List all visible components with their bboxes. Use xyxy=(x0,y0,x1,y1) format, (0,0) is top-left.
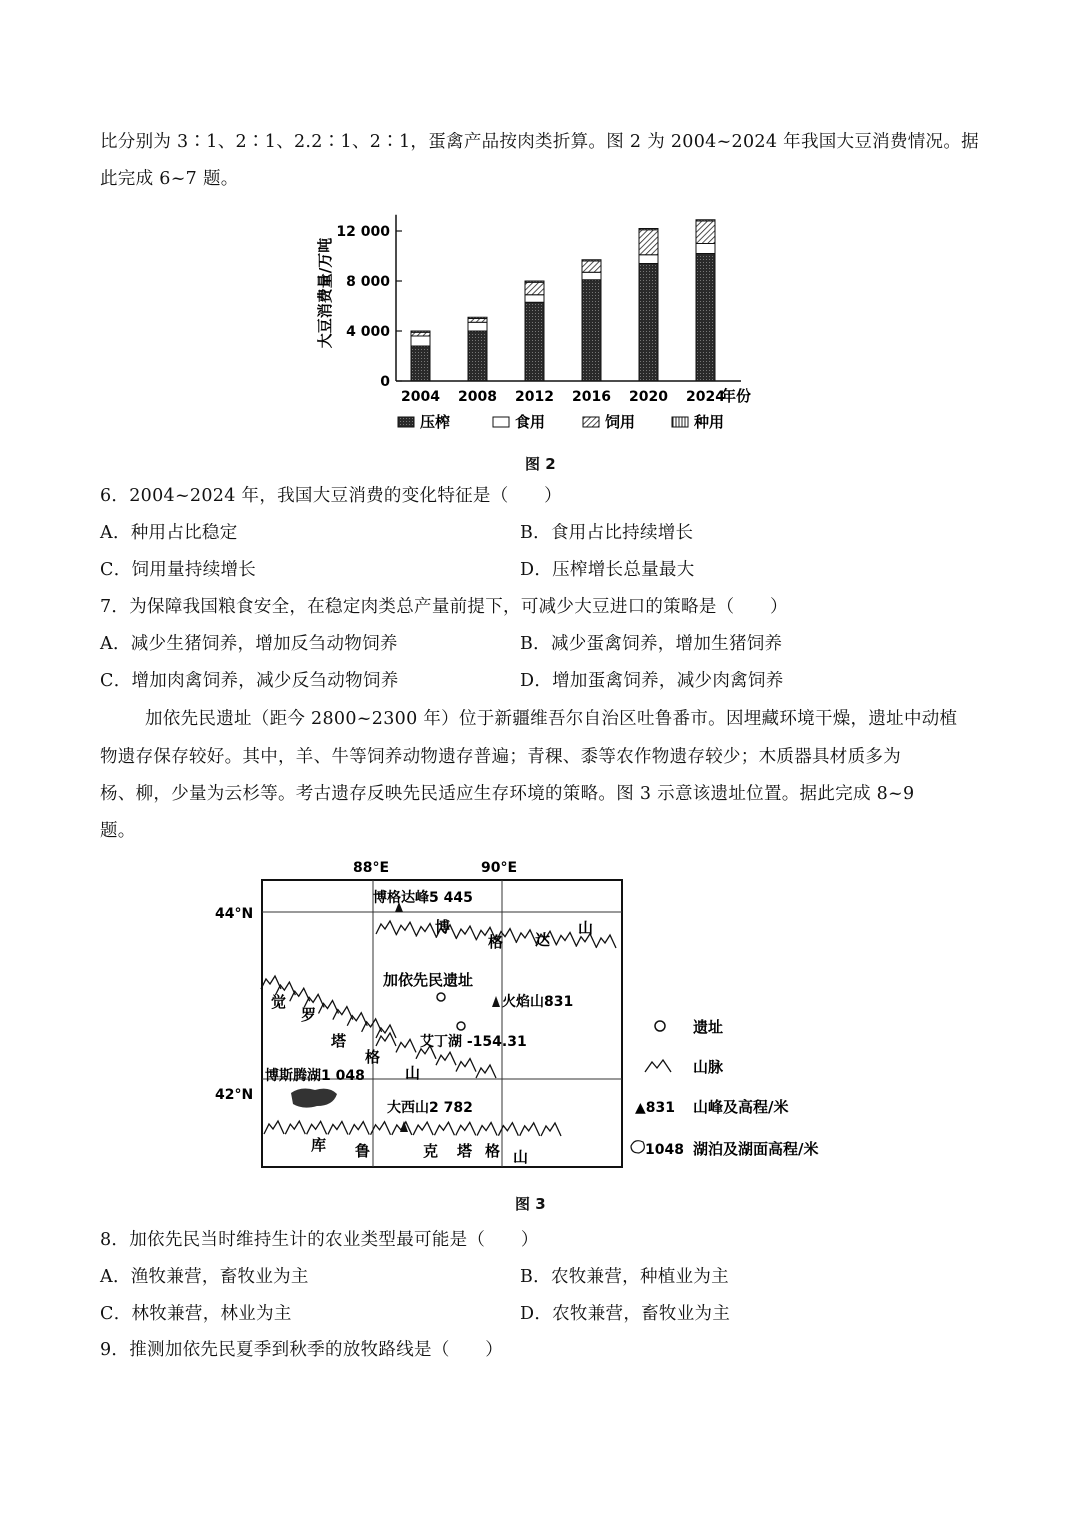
q8-option-c[interactable]: C．林牧兼营，林业为主 xyxy=(100,1304,292,1324)
bar-种用-2004 xyxy=(411,331,430,332)
q7-option-d[interactable]: D．增加蛋禽饲养，减少肉禽饲养 xyxy=(520,671,784,691)
huoyan-label: 火焰山831 xyxy=(502,994,574,1010)
bogda-char-3: 达 xyxy=(535,931,551,949)
lat-42-label: 42°N xyxy=(215,1087,254,1103)
mountain-icon xyxy=(261,976,281,989)
mountain-icon xyxy=(456,1059,476,1072)
bar-种用-2024 xyxy=(696,220,715,221)
legend-swatch-饲用 xyxy=(583,417,599,427)
site-marker-icon xyxy=(437,993,445,1001)
passage-line-3: 杨、柳，少量为云杉等。考古遗存反映先民适应生存环境的策略。图 3 示意该遗址位置。据此完成 8~9 xyxy=(100,784,915,804)
q8-stem: 8．加依先民当时维持生计的农业类型最可能是（ ） xyxy=(100,1230,539,1250)
mountain-icon xyxy=(434,1122,454,1135)
x-tick-label: 2004 xyxy=(401,389,440,405)
mountain-icon xyxy=(416,924,436,937)
bar-压榨-2024 xyxy=(696,254,715,382)
y-tick-label: 0 xyxy=(380,374,390,390)
jueluo-char-4: 格 xyxy=(365,1048,381,1066)
legend-site-icon xyxy=(655,1021,665,1031)
x-tick-label: 2016 xyxy=(572,389,611,405)
jueluo-char-2: 罗 xyxy=(301,1006,317,1024)
bogda-peak-label: 博格达峰5 445 xyxy=(373,890,473,906)
kuluk-char-1: 库 xyxy=(311,1136,327,1154)
y-tick-label: 4 000 xyxy=(346,324,390,340)
bogda-char-4: 山 xyxy=(578,919,594,937)
mountain-icon xyxy=(328,1121,348,1134)
lon-90-label: 90°E xyxy=(481,860,518,876)
x-tick-label: 2024 xyxy=(686,389,725,405)
jueluo-char-5: 山 xyxy=(405,1064,421,1082)
mountain-icon xyxy=(516,930,536,943)
legend-peak-code: ▲831 xyxy=(635,1100,675,1116)
bosten-label: 博斯腾湖1 048 xyxy=(265,1068,365,1084)
bogda-char-2: 格 xyxy=(488,933,504,951)
bar-压榨-2012 xyxy=(525,302,544,381)
kuluk-char-4: 塔 xyxy=(457,1142,473,1160)
mountain-icon xyxy=(556,932,576,945)
mountain-icon xyxy=(349,1122,369,1135)
legend-lake-label: 湖泊及湖面高程/米 xyxy=(693,1140,819,1158)
mountain-icon xyxy=(476,1065,496,1078)
q8-option-b[interactable]: B．农牧兼营，种植业为主 xyxy=(520,1267,729,1287)
bar-食用-2012 xyxy=(525,295,544,303)
figure-3-caption: 图 3 xyxy=(515,1195,546,1213)
bar-食用-2004 xyxy=(411,336,430,346)
y-tick-label: 12 000 xyxy=(336,224,390,240)
bar-饲用-2020 xyxy=(639,230,658,255)
lat-44-label: 44°N xyxy=(215,906,254,922)
jueluo-char-1: 觉 xyxy=(271,993,287,1011)
q6-stem: 6．2004~2024 年，我国大豆消费的变化特征是（ ） xyxy=(100,486,562,506)
x-tick-label: 2020 xyxy=(629,389,668,405)
kuluk-char-2: 鲁 xyxy=(355,1142,371,1160)
mountain-icon xyxy=(520,1123,540,1136)
mountain-icon xyxy=(376,1033,396,1046)
q8-option-a[interactable]: A．渔牧兼营，畜牧业为主 xyxy=(100,1267,309,1287)
bar-食用-2008 xyxy=(468,322,487,331)
mountain-icon xyxy=(413,1122,433,1135)
mountain-icon xyxy=(264,1121,284,1134)
aiding-lake-icon xyxy=(457,1022,465,1030)
intro-line-2: 此完成 6~7 题。 xyxy=(100,169,239,189)
bar-压榨-2004 xyxy=(411,346,430,381)
passage-line-1: 加依先民遗址（距今 2800~2300 年）位于新疆维吾尔自治区吐鲁番市。因埋藏环境干燥，遗址中动植 xyxy=(145,709,958,729)
bar-食用-2016 xyxy=(582,272,601,280)
legend-site-label: 遗址 xyxy=(693,1018,724,1036)
mountain-icon xyxy=(396,1039,416,1052)
legend-peak-label: 山峰及高程/米 xyxy=(693,1098,789,1116)
q6-option-a[interactable]: A．种用占比稳定 xyxy=(100,523,238,543)
legend-swatch-种用 xyxy=(672,417,688,427)
q7-stem: 7．为保障我国粮食安全，在稳定肉类总产量前提下，可减少大豆进口的策略是（ ） xyxy=(100,597,788,617)
mountain-icon xyxy=(498,1123,518,1136)
passage-line-2: 物遗存保存较好。其中，羊、牛等饲养动物遗存普遍；青稞、黍等农作物遗存较少；木质器具材质多为 xyxy=(100,747,901,767)
bosten-lake-shape xyxy=(291,1089,337,1108)
x-tick-label: 2008 xyxy=(458,389,497,405)
bar-饲用-2016 xyxy=(582,261,601,272)
passage-line-4: 题。 xyxy=(100,821,136,841)
q7-option-c[interactable]: C．增加肉禽饲养，减少反刍动物饲养 xyxy=(100,671,399,691)
daxi-label: 大西山2 782 xyxy=(387,1100,473,1116)
soybean-consumption-chart xyxy=(300,198,780,443)
y-axis-label: 大豆消费量/万吨 xyxy=(316,237,334,349)
mountain-icon xyxy=(376,921,396,934)
y-tick-label: 8 000 xyxy=(346,274,390,290)
legend-swatch-压榨 xyxy=(398,417,414,427)
legend-range-icon xyxy=(645,1060,671,1072)
lon-88-label: 88°E xyxy=(353,860,390,876)
q9-stem: 9．推测加依先民夏季到秋季的放牧路线是（ ） xyxy=(100,1340,504,1360)
kuluk-char-5: 格 xyxy=(485,1142,501,1160)
q6-option-b[interactable]: B．食用占比持续增长 xyxy=(520,523,694,543)
jueluo-char-3: 塔 xyxy=(331,1032,347,1050)
q7-option-b[interactable]: B．减少蛋禽饲养，增加生猪饲养 xyxy=(520,634,783,654)
bar-食用-2024 xyxy=(696,244,715,254)
bar-压榨-2020 xyxy=(639,264,658,382)
legend-label-食用: 食用 xyxy=(515,413,546,431)
q6-option-c[interactable]: C．饲用量持续增长 xyxy=(100,560,257,580)
mountain-icon xyxy=(456,1122,476,1135)
legend-range-label: 山脉 xyxy=(693,1058,724,1076)
huoyan-peak-icon xyxy=(492,996,500,1007)
site-label: 加依先民遗址 xyxy=(383,971,474,989)
mountain-icon xyxy=(456,926,476,939)
bar-压榨-2008 xyxy=(468,331,487,381)
mountain-icon xyxy=(436,1052,456,1065)
bar-饲用-2012 xyxy=(525,282,544,295)
legend-swatch-食用 xyxy=(493,417,509,427)
legend-label-种用: 种用 xyxy=(694,413,725,431)
legend-label-压榨: 压榨 xyxy=(420,413,451,431)
q6-option-d[interactable]: D．压榨增长总量最大 xyxy=(520,560,695,580)
bar-压榨-2016 xyxy=(582,280,601,381)
mountain-icon xyxy=(477,1123,497,1136)
mountain-icon xyxy=(541,1123,561,1136)
mountain-icon xyxy=(396,922,416,935)
bar-饲用-2024 xyxy=(696,221,715,244)
q7-option-a[interactable]: A．减少生猪饲养，增加反刍动物饲养 xyxy=(100,634,398,654)
bar-种用-2016 xyxy=(582,260,601,261)
legend-label-饲用: 饲用 xyxy=(605,413,636,431)
mountain-icon xyxy=(371,1122,391,1135)
site-location-map xyxy=(205,850,875,1180)
mountain-icon xyxy=(596,935,616,948)
bar-饲用-2004 xyxy=(411,332,430,336)
bogda-char-1: 博 xyxy=(435,918,451,936)
intro-line-1: 比分别为 3∶1、2∶1、2.2∶1、2∶1，蛋禽产品按肉类折算。图 2 为 2004~2024 年我国大豆消费情况。据 xyxy=(100,132,979,152)
x-tick-label: 2012 xyxy=(515,389,554,405)
kuluk-char-3: 克 xyxy=(423,1142,439,1160)
figure-2-caption: 图 2 xyxy=(525,455,556,473)
bar-种用-2020 xyxy=(639,229,658,230)
legend-lake-code: 1048 xyxy=(645,1142,684,1158)
mountain-icon xyxy=(285,1121,305,1134)
x-axis-label: 年份 xyxy=(721,387,752,405)
q8-option-d[interactable]: D．农牧兼营，畜牧业为主 xyxy=(520,1304,731,1324)
legend-lake-icon xyxy=(631,1141,644,1153)
aiding-label: 艾丁湖 -154.31 xyxy=(420,1034,527,1050)
kuluk-char-6: 山 xyxy=(513,1148,529,1166)
bar-种用-2008 xyxy=(468,317,487,318)
mountain-icon xyxy=(307,1121,327,1134)
bar-种用-2012 xyxy=(525,281,544,282)
bar-食用-2020 xyxy=(639,255,658,264)
bar-饲用-2008 xyxy=(468,319,487,323)
